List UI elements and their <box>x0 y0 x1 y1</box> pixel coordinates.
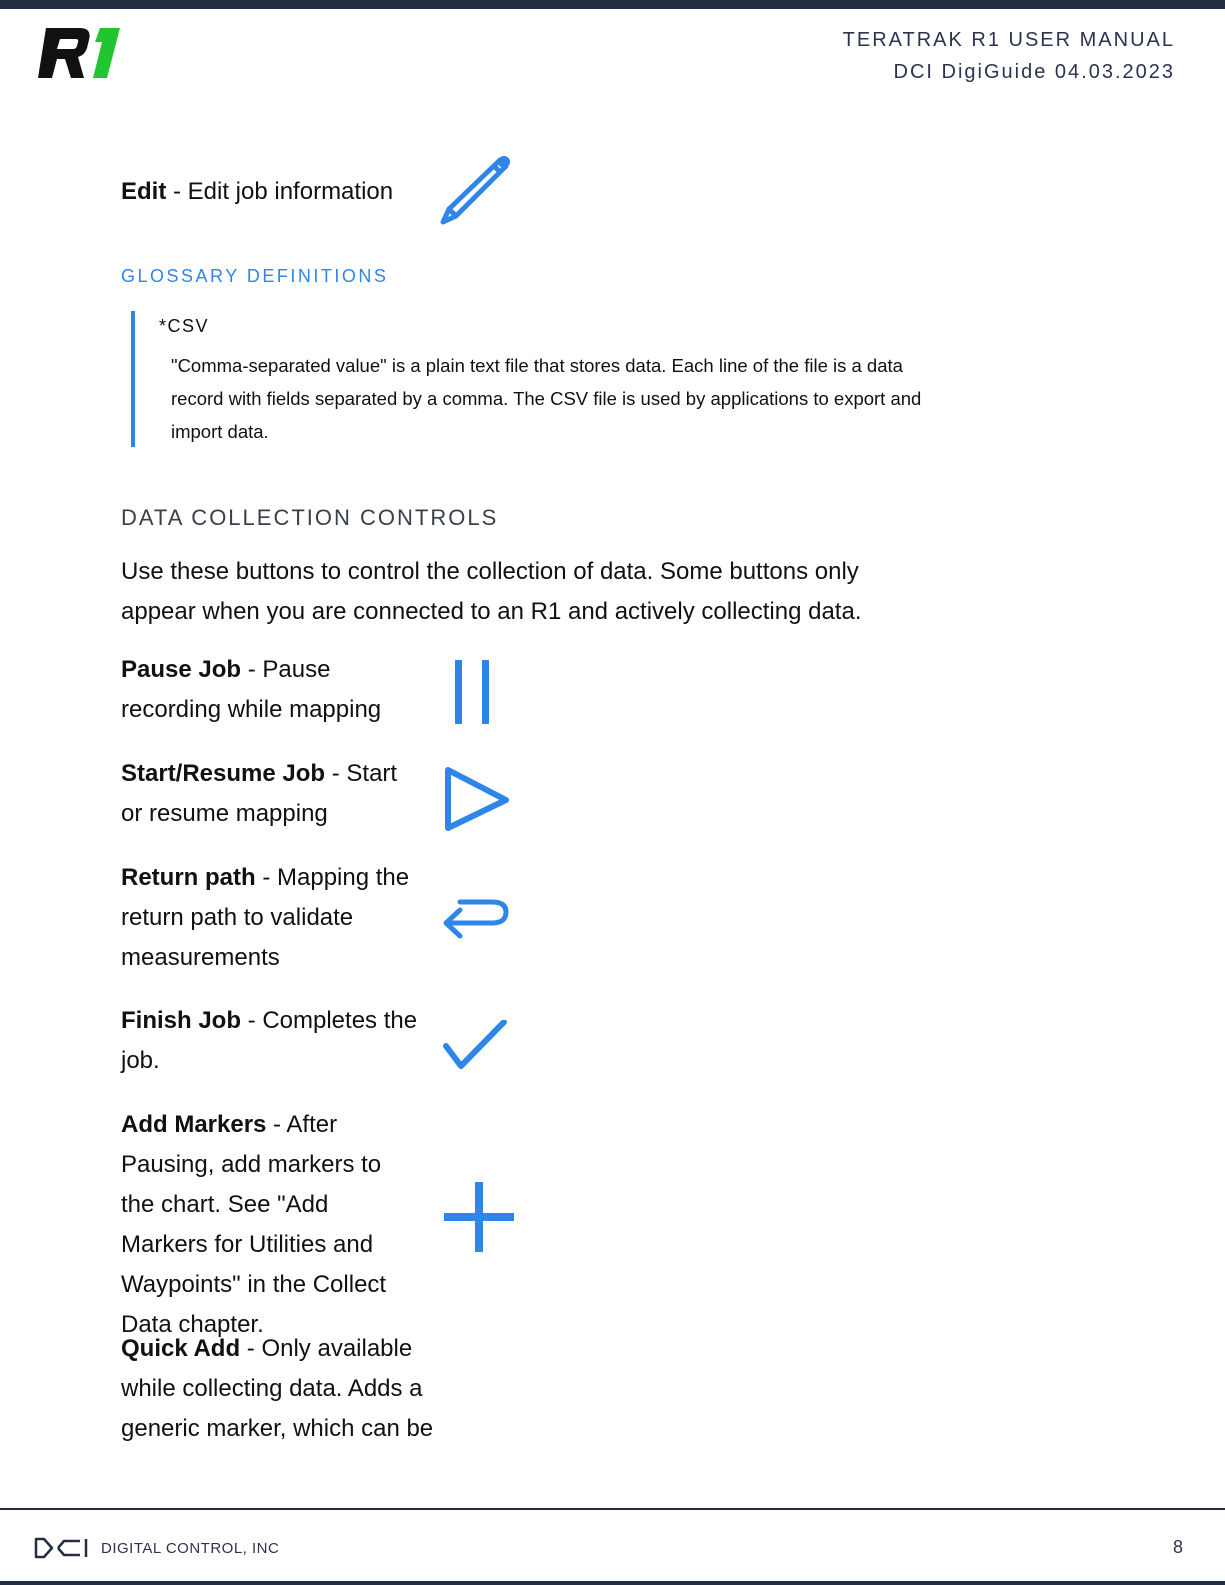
document-header <box>843 24 1175 88</box>
return-path-desc: - Mapping the return path to validate measurements <box>121 864 410 971</box>
glossary-definition: "Comma-separated value" is a plain text file that stores data. Each line of the file is a data record with fields separated by a comma. The CSV file is used by applications to export and import data. <box>171 355 922 442</box>
pencil-icon <box>438 154 512 228</box>
start-resume-label: Start/Resume Job <box>121 760 326 787</box>
manual-title: TERATRAK R1 USER MANUAL <box>842 29 1175 51</box>
r1-logo <box>34 26 124 80</box>
add-markers-entry <box>121 1105 421 1345</box>
glossary-term: *CSV <box>159 316 210 336</box>
pause-job-desc: - Pause recording while mapping <box>121 656 382 723</box>
pause-job-entry <box>121 650 411 730</box>
play-icon <box>442 764 514 834</box>
start-resume-entry <box>121 754 411 834</box>
checkmark-icon <box>440 1020 512 1080</box>
footer-company: DIGITAL CONTROL, INC <box>101 1540 280 1557</box>
add-markers-desc: - After Pausing, add markers to the chart. See "Add Markers for Utilities and Waypoints" in the Collect Data chapter. <box>121 1111 387 1338</box>
pause-icon <box>452 660 496 724</box>
finish-job-desc: - Completes the job. <box>121 1007 418 1074</box>
quick-add-desc: - Only available while collecting data. Adds a generic marker, which can be <box>121 1335 434 1442</box>
edit-label: Edit <box>121 178 167 205</box>
section-title: DATA COLLECTION CONTROLS <box>121 505 499 530</box>
edit-desc: - Edit job information <box>166 178 394 205</box>
return-path-entry <box>121 858 421 978</box>
guide-date: DCI DigiGuide 04.03.2023 <box>893 61 1175 83</box>
pause-job-label: Pause Job <box>121 656 242 683</box>
quick-add-label: Quick Add <box>121 1335 241 1362</box>
plus-icon <box>444 1182 514 1252</box>
glossary-title: GLOSSARY DEFINITIONS <box>121 266 389 286</box>
finish-job-label: Finish Job <box>121 1007 241 1034</box>
footer-divider <box>0 1508 1225 1510</box>
return-path-label: Return path <box>121 864 256 891</box>
top-bar <box>0 0 1225 9</box>
dci-logo <box>34 1536 90 1560</box>
edit-entry <box>121 172 393 212</box>
return-arrow-icon <box>440 896 512 946</box>
glossary-bar <box>131 311 135 447</box>
finish-job-entry <box>121 1001 421 1081</box>
page-number: 8 <box>1172 1537 1183 1557</box>
bottom-bar <box>0 1581 1225 1585</box>
add-markers-label: Add Markers <box>121 1111 267 1138</box>
start-resume-desc: - Start or resume mapping <box>121 760 398 827</box>
section-intro: Use these buttons to control the collection of data. Some buttons only appear when you are connected to an R1 and actively collecting data. <box>121 558 862 625</box>
quick-add-entry <box>121 1329 471 1449</box>
